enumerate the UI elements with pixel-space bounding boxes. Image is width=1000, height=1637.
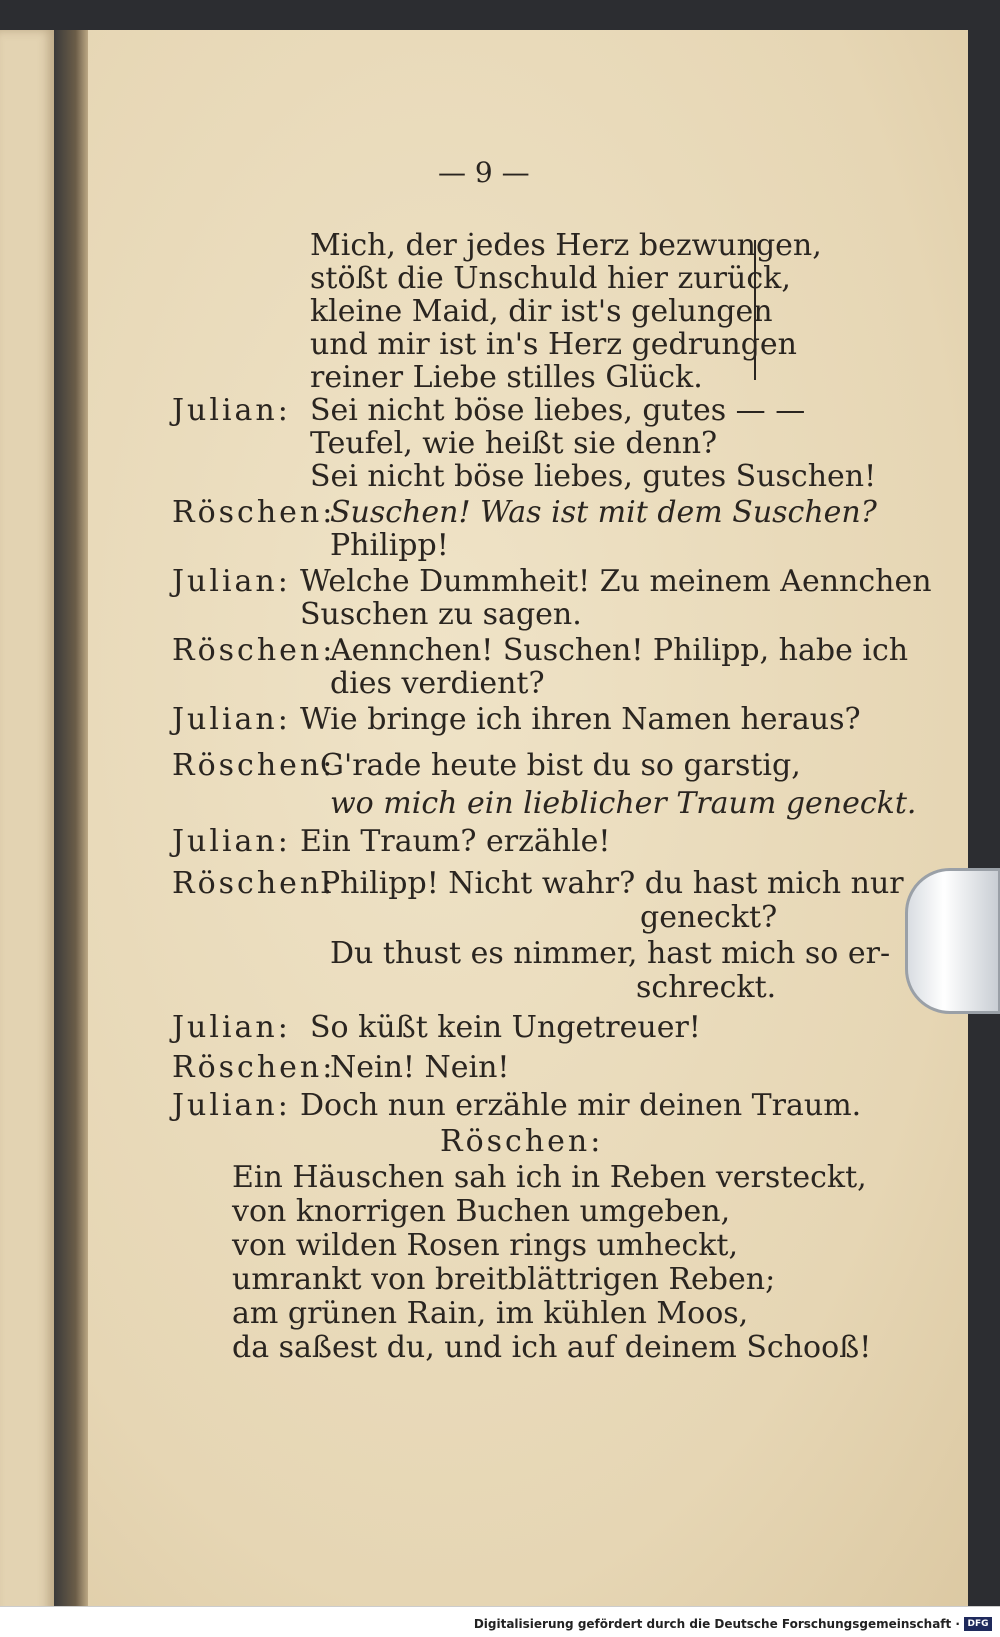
song-line: am grünen Rain, im kühlen Moos, — [232, 1296, 749, 1331]
dialogue-text: Suschen zu sagen. — [300, 597, 582, 632]
dialogue-text: Ein Traum? erzähle! — [300, 824, 611, 859]
dfg-logo: DFG — [964, 1617, 992, 1631]
dialogue-text: Aennchen! Suschen! Philipp, habe ich — [330, 633, 909, 668]
song-line: umrankt von breitblättrigen Reben; — [232, 1262, 776, 1297]
song-line: da saßest du, und ich auf deinem Schooß! — [232, 1330, 872, 1365]
verse-line: kleine Maid, dir ist's gelungen — [310, 294, 773, 329]
dialogue-text: Du thust es nimmer, hast mich so er- — [330, 936, 891, 971]
dialogue-text: Nein! Nein! — [330, 1050, 510, 1085]
dialogue-text: Teufel, wie heißt sie denn? — [310, 426, 718, 461]
dialogue-text: Sei nicht böse liebes, gutes Suschen! — [310, 459, 877, 494]
dialogue-text: Suschen! Was ist mit dem Suschen? — [330, 495, 877, 530]
verse-brace — [748, 240, 756, 380]
speaker-label: Julian: — [172, 393, 291, 428]
dialogue-text: dies verdient? — [330, 666, 545, 701]
dialogue-text: wo mich ein lieblicher Traum geneckt. — [330, 786, 917, 821]
song-line: von knorrigen Buchen umgeben, — [232, 1194, 731, 1229]
speaker-label: Röschen: — [172, 866, 336, 901]
speaker-label: Röschen: — [172, 633, 336, 668]
dialogue-text: Sei nicht böse liebes, gutes — — — [310, 393, 806, 428]
dialogue-text: Philipp! Nicht wahr? du hast mich nur — [320, 866, 904, 901]
verse-line: Mich, der jedes Herz bezwungen, — [310, 228, 822, 263]
dialogue-text: G'rade heute bist du so garstig, — [320, 748, 801, 783]
page-number: — 9 — — [438, 156, 530, 189]
speaker-label: Röschen: — [172, 1050, 336, 1085]
song-line: Ein Häuschen sah ich in Reben versteckt, — [232, 1160, 867, 1195]
dialogue-text: Philipp! — [330, 528, 449, 563]
speaker-label: Julian: — [172, 824, 291, 859]
dialogue-text: Doch nun erzähle mir deinen Traum. — [300, 1088, 862, 1123]
speaker-label: Röschen: — [172, 495, 336, 530]
digitization-footer — [0, 1606, 1000, 1637]
dialogue-text: geneckt? — [640, 900, 778, 935]
song-heading: Röschen: — [440, 1124, 604, 1159]
speaker-label: Julian: — [172, 564, 291, 599]
speaker-label: Julian: — [172, 702, 291, 737]
bookmark-clip — [905, 868, 1000, 1014]
dialogue-text: So küßt kein Ungetreuer! — [310, 1010, 701, 1045]
verse-line: stößt die Unschuld hier zurück, — [310, 261, 791, 296]
speaker-label: Julian: — [172, 1088, 291, 1123]
left-page-edge — [0, 30, 55, 1630]
dialogue-text: Wie bringe ich ihren Namen heraus? — [300, 702, 861, 737]
speaker-label: Röschen: — [172, 748, 336, 783]
verse-line: und mir ist in's Herz gedrungen — [310, 327, 798, 362]
book-gutter — [54, 30, 90, 1630]
dialogue-text: schreckt. — [636, 970, 777, 1005]
dialogue-text: Welche Dummheit! Zu meinem Aennchen — [300, 564, 932, 599]
song-line: von wilden Rosen rings umheckt, — [232, 1228, 739, 1263]
speaker-label: Julian: — [172, 1010, 291, 1045]
verse-line: reiner Liebe stilles Glück. — [310, 360, 703, 395]
footer-credit: Digitalisierung gefördert durch die Deutsche Forschungsgemeinschaft · — [473, 1617, 960, 1631]
